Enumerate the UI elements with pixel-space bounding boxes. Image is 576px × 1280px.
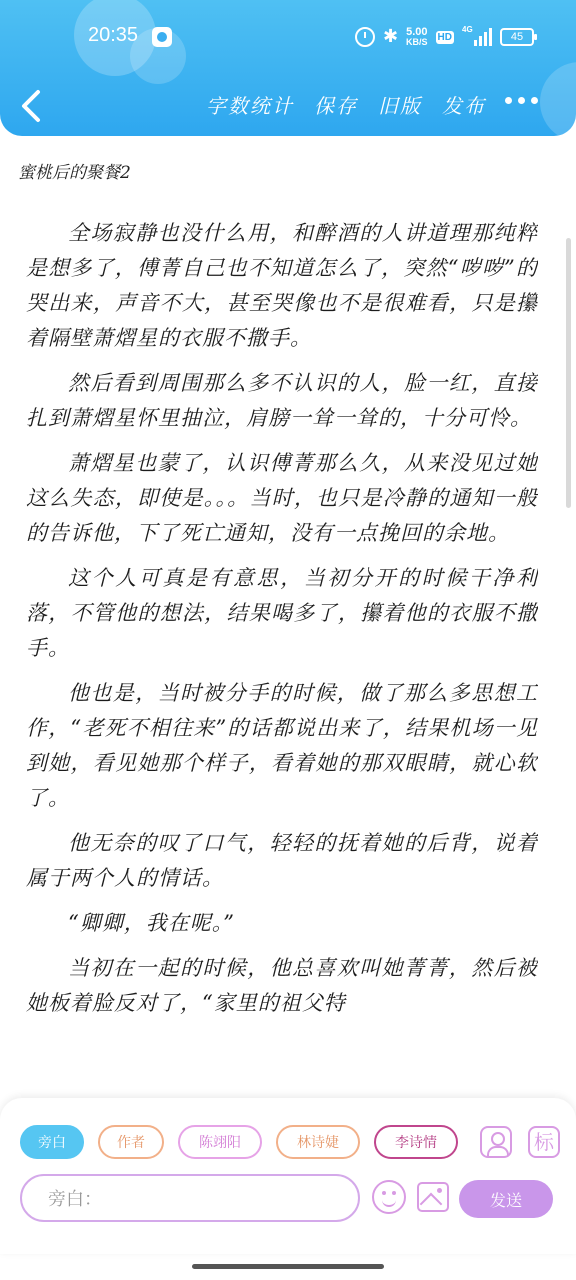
- send-button[interactable]: 发送: [459, 1180, 553, 1218]
- app-header: [0, 0, 576, 136]
- home-indicator[interactable]: [192, 1264, 384, 1269]
- network-speed-value: 5.00: [406, 26, 428, 38]
- notification-icon: [152, 27, 172, 47]
- old-version-button[interactable]: 旧版: [378, 94, 422, 118]
- role-chip-character[interactable]: 李诗情: [374, 1125, 458, 1159]
- role-chip-character[interactable]: 陈翊阳: [178, 1125, 262, 1159]
- message-input[interactable]: 旁白：: [20, 1174, 360, 1222]
- status-bar: [0, 0, 576, 72]
- article-paragraph: 全场寂静也没什么用，和醉酒的人讲道理那纯粹是想多了，傅菁自己也不知道怎么了，突然“哕哕”的哭出来，声音不大，甚至哭像也不是很难看，只是攥着隔壁萧熠星的衣服不撒手。: [26, 221, 538, 350]
- article-paragraph: 然后看到周围那么多不认识的人，脸一红，直接扎到萧熠星怀里抽泣，肩膀一耸一耸的，十分可怜。: [26, 371, 538, 430]
- role-chip-narrator[interactable]: 旁白: [20, 1125, 84, 1159]
- network-type-label: 4G: [462, 25, 473, 34]
- hd-badge: HD: [437, 31, 452, 43]
- article-paragraph: 他无奈的叹了口气，轻轻的抚着她的后背，说着属于两个人的情话。: [26, 831, 538, 890]
- status-indicators: [355, 24, 534, 50]
- chapter-title[interactable]: 蜜桃后的聚餐2: [18, 163, 131, 183]
- tag-icon[interactable]: 标: [528, 1126, 560, 1158]
- back-arrow-icon[interactable]: [14, 86, 50, 126]
- character-manage-icon[interactable]: [480, 1126, 512, 1158]
- status-time: 20:35: [88, 24, 139, 46]
- more-options-icon[interactable]: [505, 97, 538, 104]
- scrollbar[interactable]: [566, 238, 571, 508]
- toolbar-actions: [206, 90, 486, 119]
- word-count-button[interactable]: 字数统计: [206, 94, 294, 118]
- save-button[interactable]: 保存: [314, 94, 358, 118]
- article-paragraph: 当初在一起的时候，他总喜欢叫她菁菁，然后被她板着脸反对了，“家里的祖父特: [26, 956, 538, 1015]
- publish-button[interactable]: 发布: [442, 94, 486, 118]
- decor-bubble: [540, 62, 576, 136]
- alarm-icon: [355, 27, 375, 47]
- network-speed-unit: KB/S: [406, 37, 428, 47]
- signal-icon: [462, 25, 492, 46]
- article-paragraph: 他也是，当时被分手的时候，做了那么多思想工作，“老死不相往来”的话都说出来了，结果机场一见到她，看见她那个样子，看着她的那双眼睛，就心软了。: [26, 681, 538, 810]
- role-chip-character[interactable]: 林诗婕: [276, 1125, 360, 1159]
- battery-icon: 45: [500, 28, 534, 46]
- article-paragraph: “卿卿，我在呢。”: [68, 911, 235, 935]
- article-paragraph: 这个人可真是有意思，当初分开的时候干净利落，不管他的想法，结果喝多了，攥着他的衣服不撒手。: [26, 566, 538, 660]
- role-selector: [20, 1125, 458, 1159]
- bluetooth-icon: ✱: [382, 26, 399, 47]
- article-body[interactable]: [26, 216, 538, 1096]
- role-chip-author[interactable]: 作者: [98, 1125, 164, 1159]
- article-paragraph: 萧熠星也蒙了，认识傅菁那么久，从来没见过她这么失态，即使是。。。当时，也只是冷静的通知一般的告诉他，下了死亡通知，没有一点挽回的余地。: [26, 451, 538, 545]
- network-speed: [406, 27, 428, 47]
- image-icon[interactable]: [417, 1182, 449, 1212]
- emoji-icon[interactable]: [372, 1180, 406, 1214]
